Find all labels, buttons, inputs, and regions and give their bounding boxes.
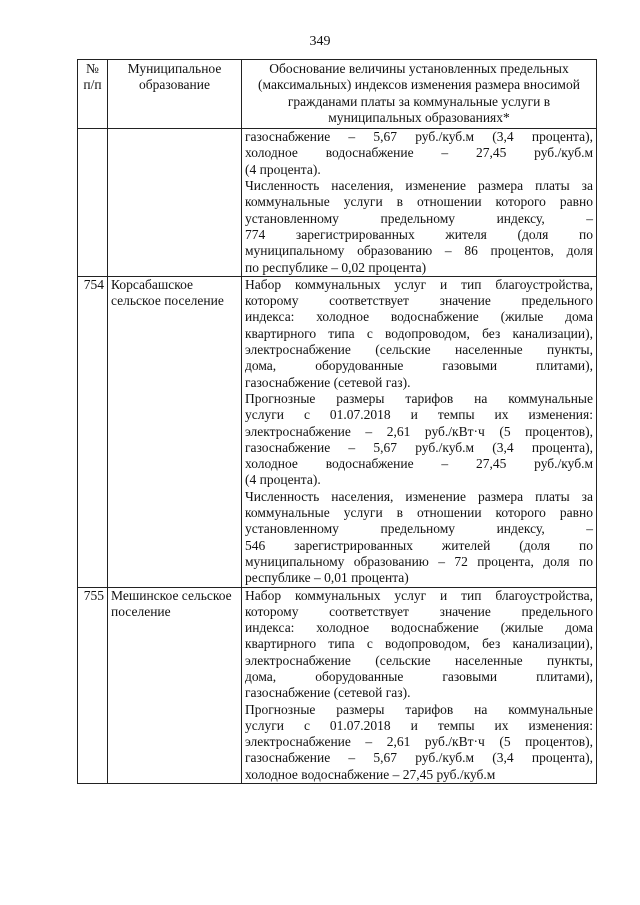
header-num: № п/п bbox=[78, 60, 108, 129]
justification-line: газоснабжение – 5,67 руб./куб.м (3,4 процента), bbox=[245, 439, 593, 455]
justification-line: (4 процента). bbox=[245, 472, 321, 488]
justification-line: (4 процента). bbox=[245, 161, 321, 177]
justification-line: 546 зарегистрированных жителей (доля по bbox=[245, 537, 593, 553]
table-row bbox=[78, 587, 597, 784]
table-header-row bbox=[78, 60, 597, 129]
justification-line: электроснабжение – 2,61 руб./кВт·ч (5 процентов), bbox=[245, 423, 593, 439]
justification-line: Набор коммунальных услуг и тип благоустройства, bbox=[245, 587, 593, 603]
justification-line: газоснабжение (сетевой газ). bbox=[245, 685, 411, 701]
header-municipality: Муниципальное образование bbox=[108, 60, 242, 129]
row-number: 754 bbox=[78, 276, 108, 587]
row-municipality: Корсабашское сельское поселение bbox=[108, 276, 242, 587]
justification-line: услуги с 01.07.2018 и темпы их изменения: bbox=[245, 717, 593, 733]
justification-line: холодное водоснабжение – 27,45 руб./куб.м bbox=[245, 145, 593, 161]
table-body bbox=[78, 129, 597, 784]
justification-line: дома, оборудованные газовыми плитами), bbox=[245, 358, 593, 374]
justification-line: электроснабжение (сельские населенные пункты, bbox=[245, 342, 593, 358]
table-row bbox=[78, 276, 597, 587]
row-justification bbox=[242, 129, 597, 277]
justification-line: Численность населения, изменение размера платы за bbox=[245, 488, 593, 504]
justification-line: установленному предельному индексу, – bbox=[245, 521, 593, 537]
justification-line: по республике – 0,02 процента) bbox=[245, 259, 427, 275]
row-municipality: Мешинское сельское поселение bbox=[108, 587, 242, 784]
tariff-table bbox=[77, 59, 597, 784]
justification-line: индекса: холодное водоснабжение (жилые дома bbox=[245, 620, 593, 636]
row-number: 755 bbox=[78, 587, 108, 784]
justification-line: квартирного типа с водопроводом, без канализации), bbox=[245, 325, 593, 341]
row-justification bbox=[242, 587, 597, 784]
justification-line: Прогнозные размеры тарифов на коммунальные bbox=[245, 390, 593, 406]
justification-line: Набор коммунальных услуг и тип благоустройства, bbox=[245, 276, 593, 292]
header-justification: Обоснование величины установленных предельных (максимальных) индексов изменения размера вносимой гражданами платы за коммунальные услуги в муниципальных образованиях* bbox=[242, 60, 597, 129]
justification-line: коммунальные услуги в отношении которого равно bbox=[245, 505, 593, 521]
justification-line: 774 зарегистрированных жителя (доля по bbox=[245, 226, 593, 242]
row-number bbox=[78, 129, 108, 277]
justification-line: услуги с 01.07.2018 и темпы их изменения: bbox=[245, 407, 593, 423]
justification-line: холодное водоснабжение – 27,45 руб./куб.м bbox=[245, 456, 593, 472]
justification-line: Прогнозные размеры тарифов на коммунальные bbox=[245, 701, 593, 717]
justification-line: республике – 0,01 процента) bbox=[245, 570, 409, 586]
justification-line: дома, оборудованные газовыми плитами), bbox=[245, 668, 593, 684]
justification-line: газоснабжение – 5,67 руб./куб.м (3,4 процента), bbox=[245, 129, 593, 145]
justification-line: коммунальные услуги в отношении которого равно bbox=[245, 194, 593, 210]
table-row bbox=[78, 129, 597, 277]
justification-line: газоснабжение (сетевой газ). bbox=[245, 374, 411, 390]
justification-line: которому соответствует значение предельного bbox=[245, 293, 593, 309]
justification-line: которому соответствует значение предельного bbox=[245, 603, 593, 619]
justification-line: муниципальному образованию – 72 процента, доля по bbox=[245, 553, 593, 569]
justification-line: газоснабжение – 5,67 руб./куб.м (3,4 процента), bbox=[245, 750, 593, 766]
justification-line: квартирного типа с водопроводом, без канализации), bbox=[245, 636, 593, 652]
justification-line: муниципальному образованию – 86 процентов, доля bbox=[245, 243, 593, 259]
justification-line: индекса: холодное водоснабжение (жилые дома bbox=[245, 309, 593, 325]
row-justification bbox=[242, 276, 597, 587]
justification-line: установленному предельному индексу, – bbox=[245, 210, 593, 226]
row-municipality bbox=[108, 129, 242, 277]
justification-line: электроснабжение (сельские населенные пункты, bbox=[245, 652, 593, 668]
justification-line: Численность населения, изменение размера платы за bbox=[245, 178, 593, 194]
justification-line: холодное водоснабжение – 27,45 руб./куб.м bbox=[245, 766, 496, 782]
page-number: 349 bbox=[309, 34, 331, 49]
justification-line: электроснабжение – 2,61 руб./кВт·ч (5 процентов), bbox=[245, 734, 593, 750]
